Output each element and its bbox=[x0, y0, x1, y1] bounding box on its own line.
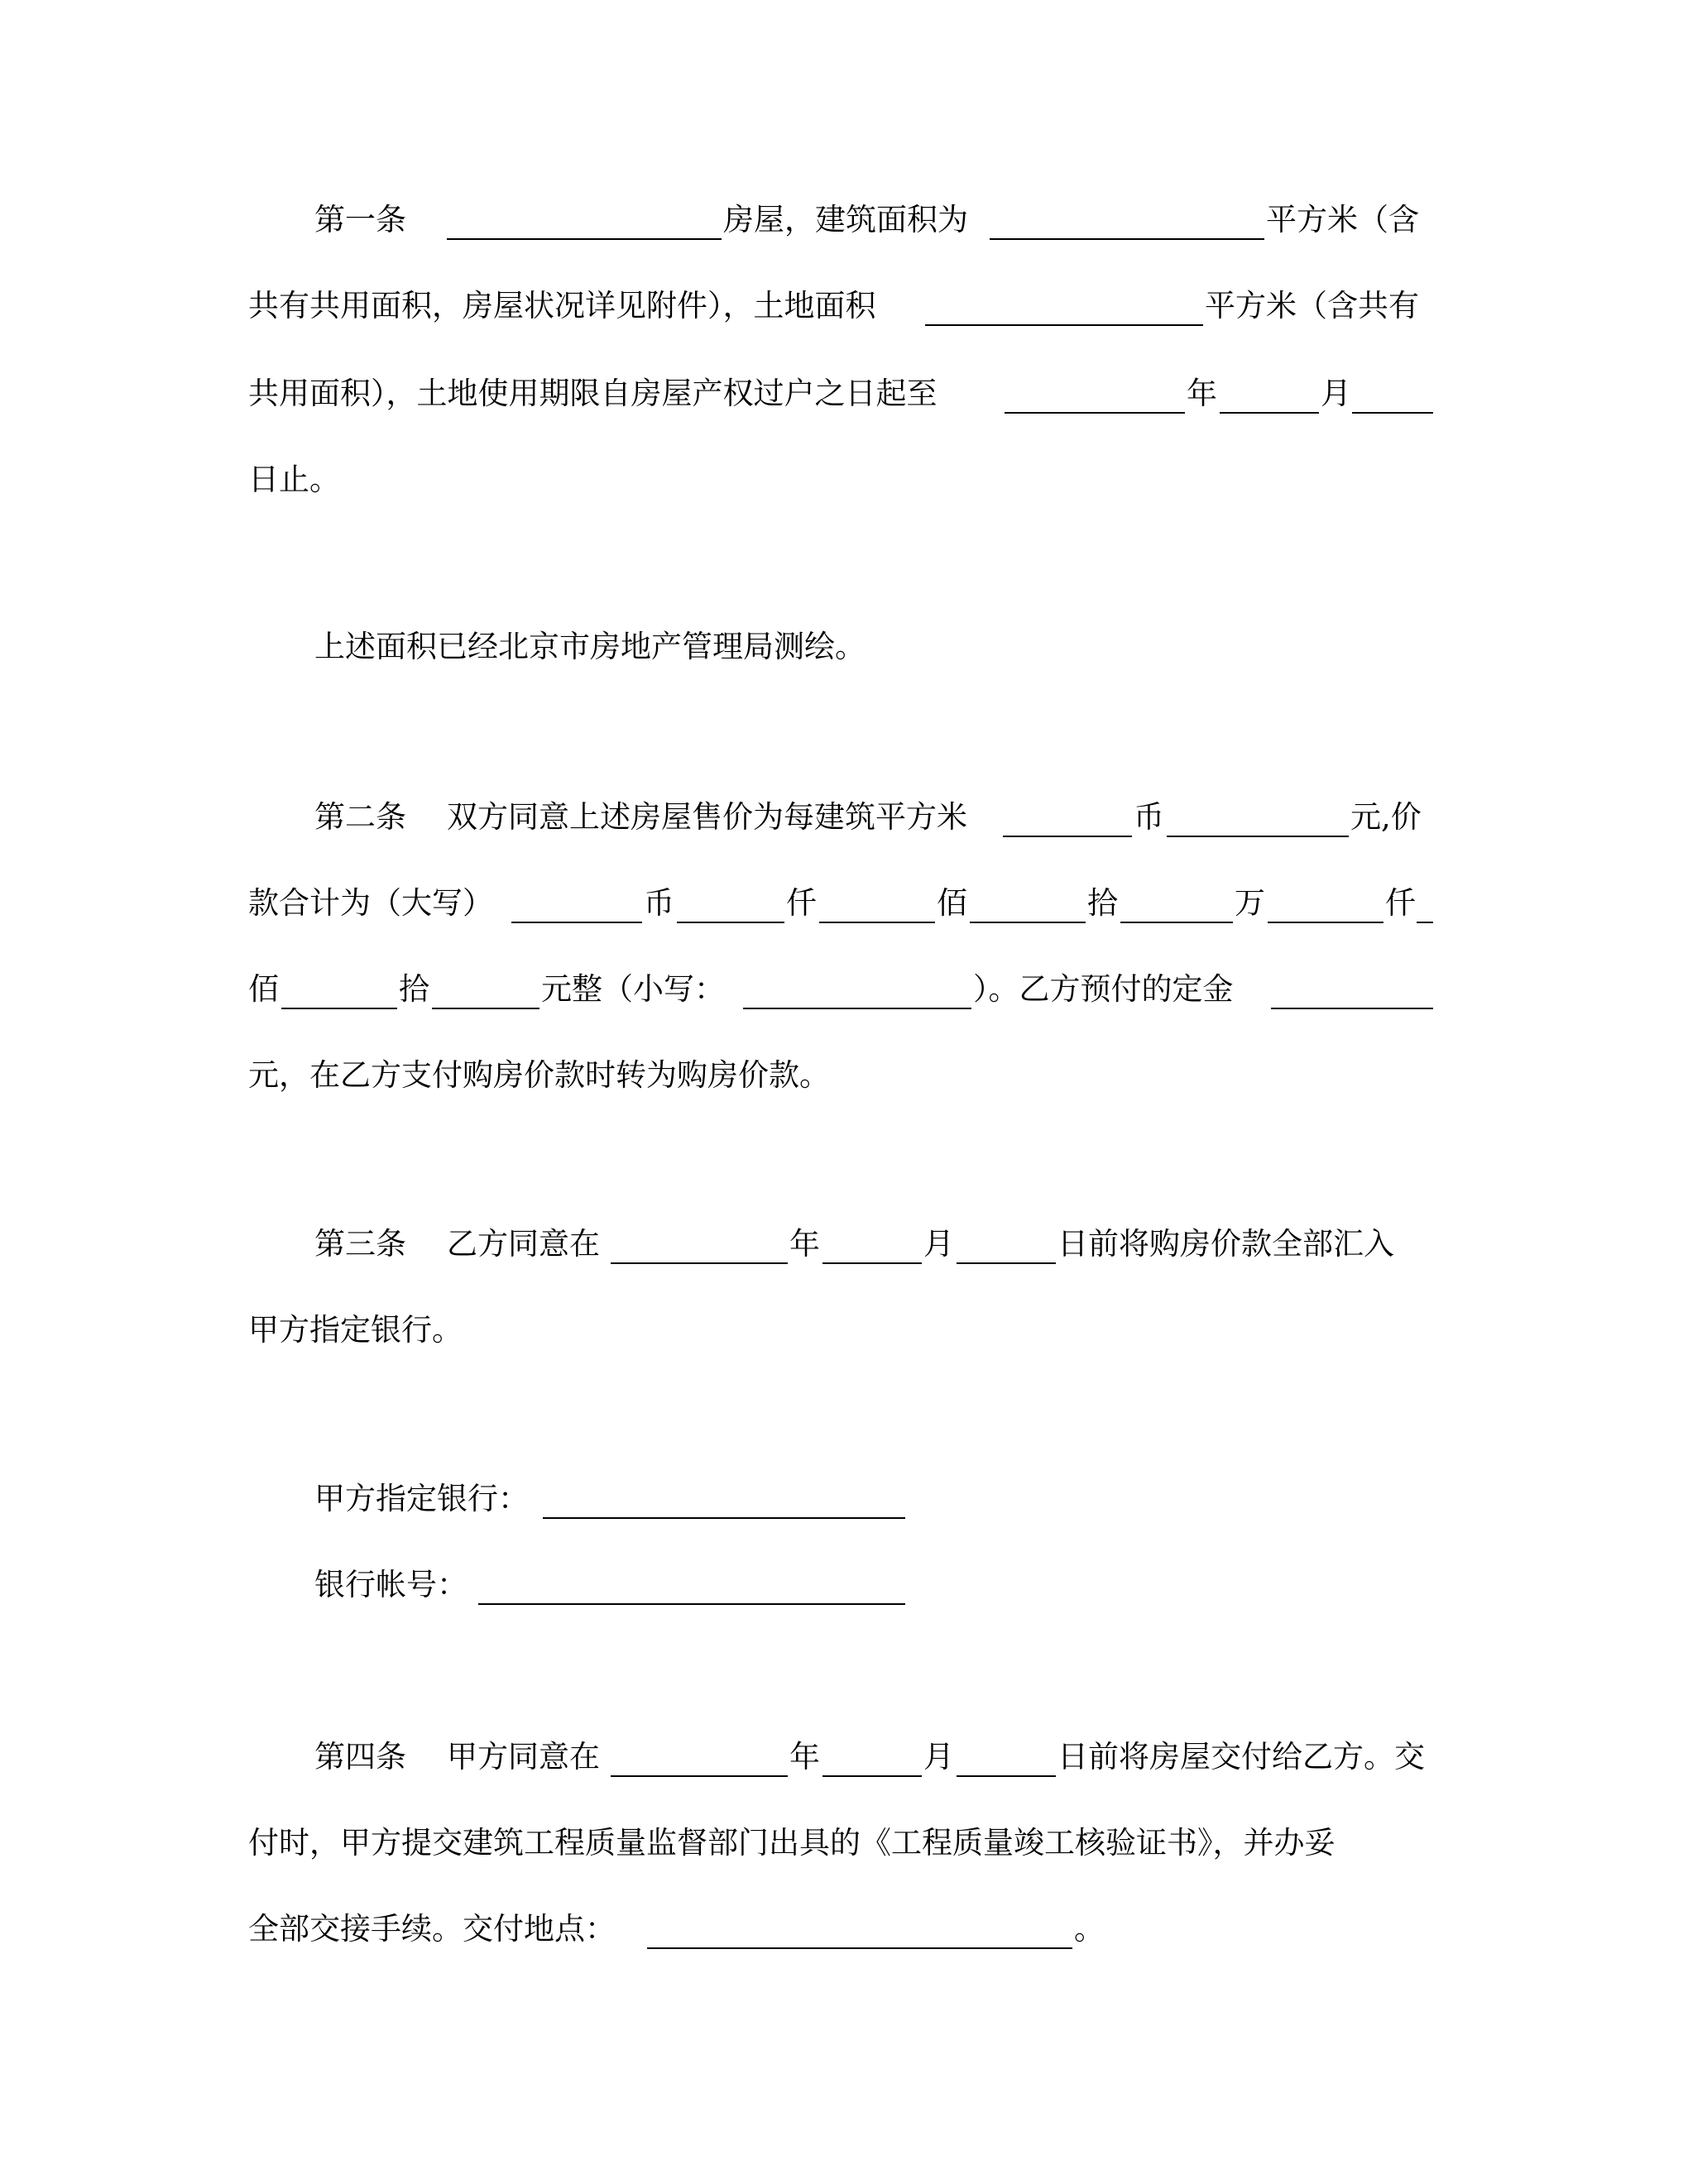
total-bai-blank[interactable] bbox=[1417, 922, 1433, 923]
article-1-text: 共用面积），土地使用期限自房屋产权过户之日起至 bbox=[248, 376, 938, 411]
building-area-blank[interactable] bbox=[990, 238, 1264, 240]
article-4-text: 全部交接手续。交付地点： bbox=[248, 1911, 616, 1947]
article-1-text: 房屋，建筑面积为 bbox=[723, 202, 968, 237]
delivery-month-blank[interactable] bbox=[822, 1775, 922, 1777]
article-4-text: 甲方同意在 bbox=[447, 1739, 600, 1774]
land-term-year-blank[interactable] bbox=[1005, 412, 1185, 414]
total-yuan-blank[interactable] bbox=[432, 1008, 539, 1009]
payment-month-blank[interactable] bbox=[822, 1262, 922, 1264]
article-1-text: 平方米（含共有 bbox=[1205, 288, 1419, 323]
article-2-text: 双方同意上述房屋售价为每建筑平方米 bbox=[447, 799, 967, 835]
article-2-text: 币 bbox=[644, 885, 674, 921]
bank-name-blank[interactable] bbox=[543, 1517, 905, 1519]
article-4-text: 付时，甲方提交建筑工程质量监督部门出具的《工程质量竣工核验证书》，并办妥 bbox=[248, 1825, 1336, 1861]
article-1-line-1 bbox=[0, 195, 1688, 245]
article-3-text: 年 bbox=[789, 1226, 820, 1262]
article-3-line-1 bbox=[0, 1219, 1688, 1269]
article-2-heading: 第二条 bbox=[314, 799, 406, 835]
total-figures-blank[interactable] bbox=[743, 1008, 971, 1009]
unit-price-currency-blank[interactable] bbox=[1003, 836, 1132, 837]
article-4-text: 。 bbox=[1074, 1911, 1105, 1947]
article-2-text: 元整（小写： bbox=[541, 971, 725, 1007]
bank-account-blank[interactable] bbox=[478, 1603, 905, 1605]
article-1-text: 共有共用面积，房屋状况详见附件），土地面积 bbox=[248, 288, 876, 323]
article-2-text: 款合计为（大写） bbox=[248, 885, 493, 921]
article-2-text: 佰 bbox=[248, 971, 279, 1007]
land-area-blank[interactable] bbox=[925, 324, 1203, 326]
delivery-day-blank[interactable] bbox=[957, 1775, 1056, 1777]
article-1-text: 月 bbox=[1321, 376, 1351, 411]
article-4-line-1 bbox=[0, 1732, 1688, 1782]
article-4-text: 月 bbox=[923, 1739, 954, 1774]
article-2-text: 佰 bbox=[937, 885, 967, 921]
total-qian-blank[interactable] bbox=[1268, 922, 1383, 923]
article-4-text: 年 bbox=[789, 1739, 820, 1774]
article-4-text: 日前将房屋交付给乙方。交 bbox=[1057, 1739, 1425, 1774]
land-term-day-blank[interactable] bbox=[1352, 412, 1433, 414]
article-2-text: ）。乙方预付的定金 bbox=[973, 971, 1234, 1007]
bank-name-label: 甲方指定银行： bbox=[314, 1481, 529, 1516]
article-3-text: 日前将购房价款全部汇入 bbox=[1057, 1226, 1394, 1262]
total-shiwan-blank[interactable] bbox=[970, 922, 1086, 923]
article-1-line-3 bbox=[0, 369, 1688, 419]
article-2-text: 拾 bbox=[399, 971, 429, 1007]
payment-year-blank[interactable] bbox=[611, 1262, 788, 1264]
total-shi-blank[interactable] bbox=[281, 1008, 397, 1009]
article-2-text: 币 bbox=[1134, 799, 1164, 835]
total-baiwan-blank[interactable] bbox=[819, 922, 935, 923]
deposit-amount-blank[interactable] bbox=[1271, 1008, 1433, 1009]
article-3-heading: 第三条 bbox=[314, 1226, 406, 1262]
article-1-text: 平方米（含 bbox=[1266, 202, 1419, 237]
total-qianwan-blank[interactable] bbox=[677, 922, 784, 923]
article-3-text: 月 bbox=[923, 1226, 954, 1262]
article-2-text: 拾 bbox=[1087, 885, 1118, 921]
article-4-line-3 bbox=[0, 1904, 1688, 1954]
article-3-text: 甲方指定银行。 bbox=[248, 1312, 463, 1348]
article-1-line-2 bbox=[0, 281, 1688, 331]
delivery-year-blank[interactable] bbox=[611, 1775, 788, 1777]
survey-note-text: 上述面积已经北京市房地产管理局测绘。 bbox=[314, 629, 866, 664]
bank-account-label: 银行帐号： bbox=[314, 1567, 468, 1602]
total-currency-blank[interactable] bbox=[511, 922, 642, 923]
article-2-line-3 bbox=[0, 965, 1688, 1014]
land-term-month-blank[interactable] bbox=[1220, 412, 1319, 414]
article-3-text: 乙方同意在 bbox=[447, 1226, 600, 1262]
article-2-line-4 bbox=[0, 1051, 1688, 1100]
total-wan-blank[interactable] bbox=[1120, 922, 1233, 923]
article-2-text: 万 bbox=[1235, 885, 1265, 921]
article-2-line-2 bbox=[0, 879, 1688, 928]
unit-price-amount-blank[interactable] bbox=[1167, 836, 1349, 837]
house-location-blank[interactable] bbox=[447, 238, 722, 240]
article-3-line-2 bbox=[0, 1305, 1688, 1355]
article-1-heading: 第一条 bbox=[314, 202, 406, 237]
article-2-text: 元,价 bbox=[1350, 799, 1422, 835]
article-1-text: 年 bbox=[1187, 376, 1217, 411]
article-2-line-1 bbox=[0, 793, 1688, 842]
bank-name-line bbox=[0, 1474, 1688, 1524]
article-2-text: 仟 bbox=[1385, 885, 1416, 921]
article-2-text: 元，在乙方支付购房价款时转为购房价款。 bbox=[248, 1057, 830, 1093]
delivery-place-blank[interactable] bbox=[647, 1947, 1072, 1949]
payment-day-blank[interactable] bbox=[957, 1262, 1056, 1264]
survey-note bbox=[0, 622, 1688, 672]
article-1-text: 日止。 bbox=[248, 462, 340, 497]
article-2-text: 仟 bbox=[786, 885, 817, 921]
article-1-line-4 bbox=[0, 455, 1688, 505]
bank-account-line bbox=[0, 1560, 1688, 1610]
article-4-heading: 第四条 bbox=[314, 1739, 406, 1774]
article-4-line-2 bbox=[0, 1818, 1688, 1868]
